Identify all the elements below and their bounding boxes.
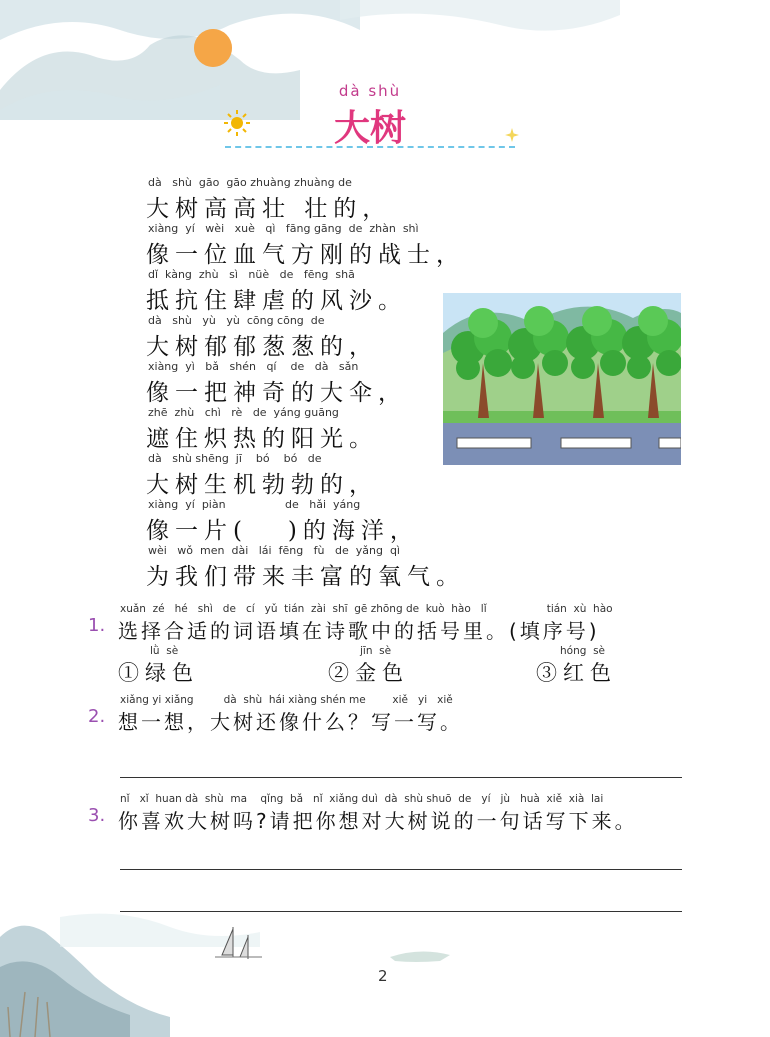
poem-line-pinyin: zhē zhù chì rè de yáng guāng [148,406,339,419]
title-block [215,80,525,160]
question-text: 选择合适的词语填在诗歌中的括号里。(填序号) [118,619,600,643]
title-pinyin: dà shù [338,82,402,100]
star-icon [505,128,519,142]
question-text: 你喜欢大树吗?请把你想对大树说的一句话写下来。 [118,809,638,833]
answer-line[interactable] [120,869,682,870]
poem-line-text: 遮住炽热的阳光。 [146,426,378,452]
poem-line-text: 像一把神奇的大伞， [146,380,407,406]
option-text: ②金色 [328,661,409,685]
poem-line-pinyin: xiàng yí wèi xuè qì fāng gāng de zhàn shì [148,222,419,235]
question-number: 3. [88,805,106,826]
poem-line-pinyin: xiàng yì bǎ shén qí de dà sǎn [148,360,359,373]
poem-line-text: 大树生机勃勃的， [146,472,378,498]
answer-options [118,645,678,691]
poem-line-pinyin: wèi wǒ men dài lái fēng fù de yǎng qì [148,544,400,557]
title-dashed-line [225,146,515,148]
page-number: 2 [378,967,388,985]
trees-illustration [443,293,681,465]
question-pinyin: xuǎn zé hé shì de cí yǔ tián zài shī gē zhōng de kuò hào lǐ tián xù hào [120,603,613,615]
poem-line-pinyin: xiàng yí piàn de hǎi yáng [148,498,361,511]
poem-line-text: 大树郁郁葱葱的， [146,334,378,360]
answer-line[interactable] [120,777,682,778]
poem-line-pinyin: dà shù shēng jī bó bó de [148,452,322,465]
poem-line-text: 为我们带来丰富的氧气。 [146,564,465,590]
question-number: 1. [88,615,106,636]
poem-line-text: 大树高高壮 壮的， [146,196,392,222]
question-pinyin: nǐ xǐ huan dà shù ma qǐng bǎ nǐ xiǎng duì dà shù shuō de yí jù huà xiě xià lai [120,793,604,805]
page-title: 大树 [333,107,406,149]
question-number: 2. [88,706,106,727]
option-text: ①绿色 [118,661,199,685]
poem-line-pinyin: dǐ kàng zhù sì nüè de fēng shā [148,268,355,281]
question-pinyin: xiǎng yi xiǎng dà shù hái xiàng shén me xiě yi xiě [120,694,453,706]
option-pinyin: hóng sè [560,645,606,657]
option-pinyin: lǜ sè [150,645,179,657]
question-text: 想一想，大树还像什么？写一写。 [118,710,463,734]
poem-line-text: 抵抗住肆虐的风沙。 [146,288,407,314]
poem-line-pinyin: dà shù gāo gāo zhuàng zhuàng de [148,176,352,189]
sun-icon [222,108,252,138]
poem-line-pinyin: dà shù yù yù cōng cōng de [148,314,325,327]
poem-line-text[interactable]: 像一片( )的海洋， [146,518,419,544]
option-text: ③红色 [536,661,617,685]
poem-line-text: 像一位血气方刚的战士， [146,242,465,268]
option-pinyin: jīn sè [360,645,392,657]
